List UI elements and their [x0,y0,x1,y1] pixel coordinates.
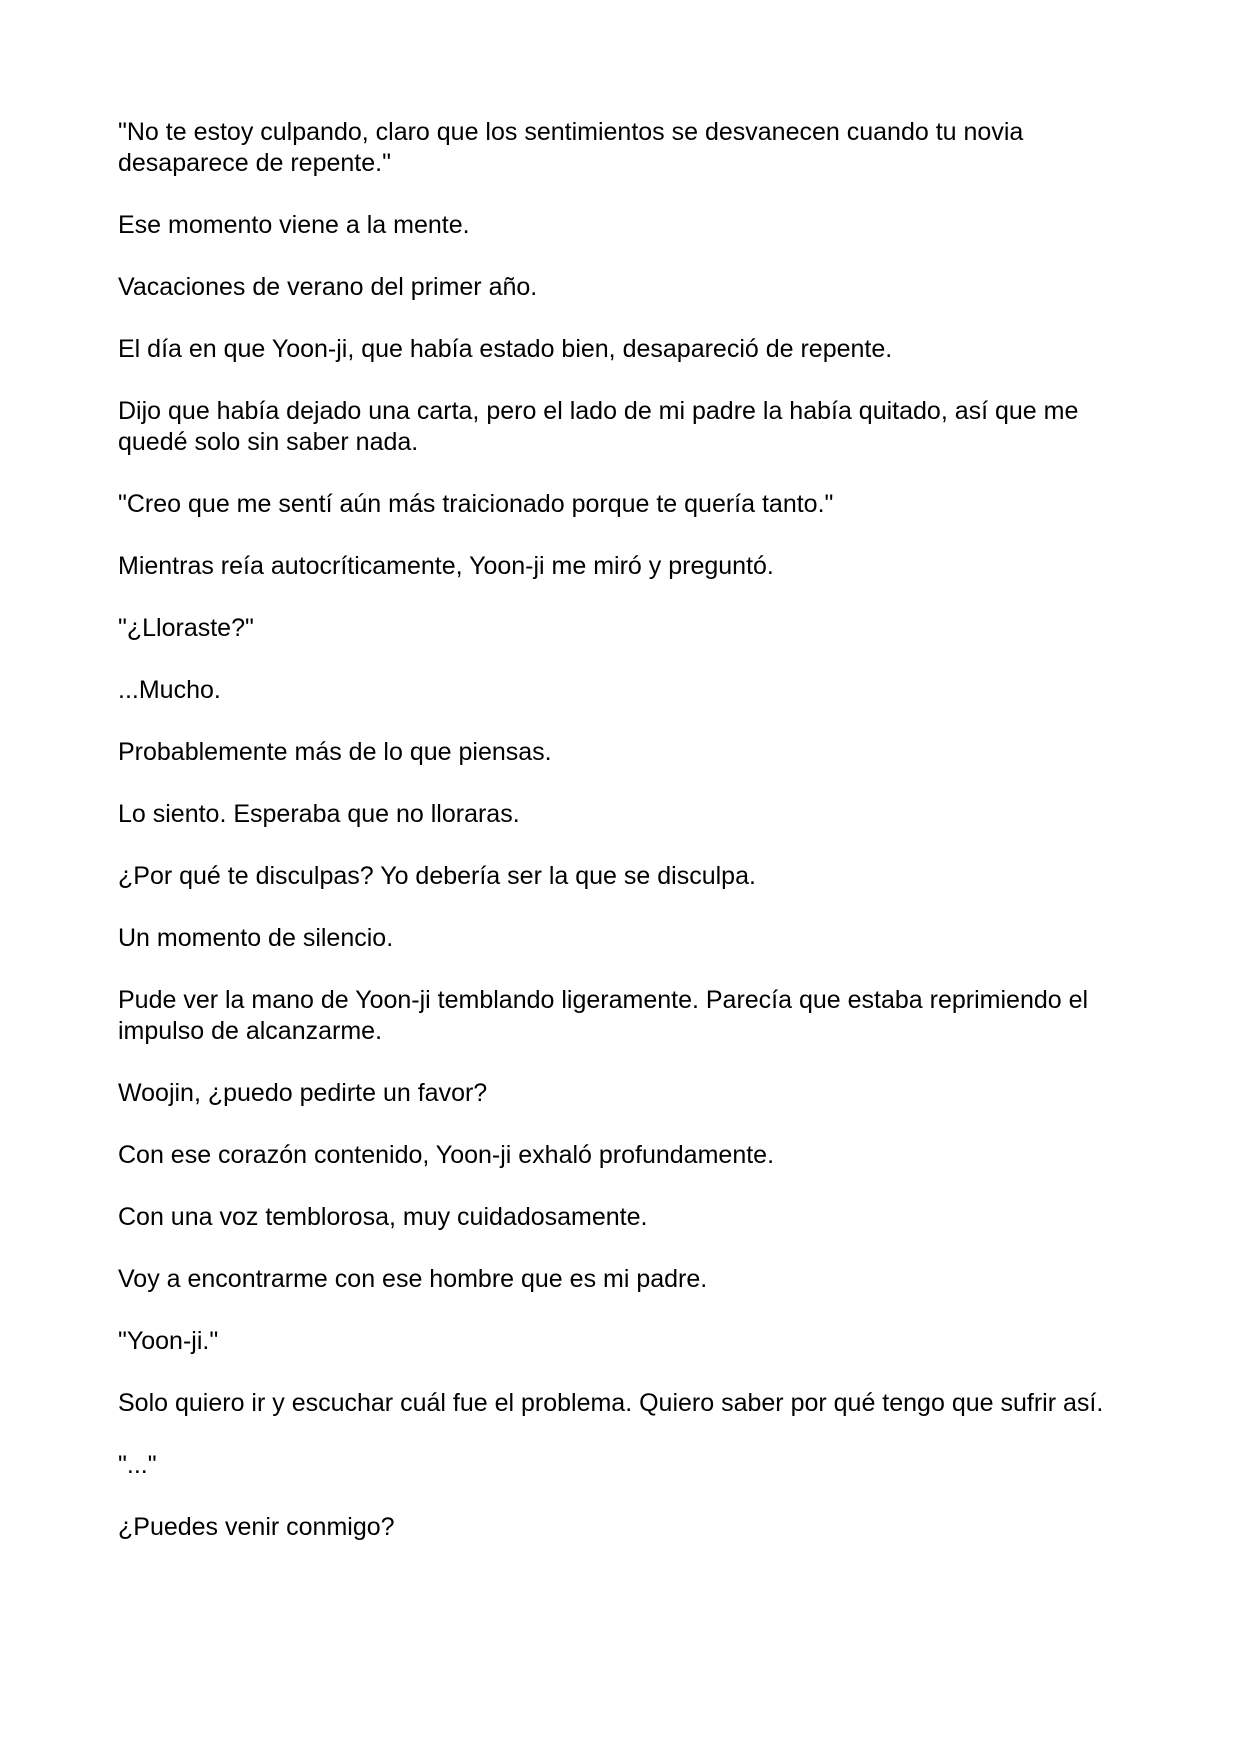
paragraph: "Yoon-ji." [118,1327,219,1355]
paragraph: Solo quiero ir y escuchar cuál fue el problema. Quiero saber por qué tengo que sufrir así. [118,1389,1104,1417]
paragraph: Dijo que había dejado una carta, pero el lado de mi padre la había quitado, así que me quedé solo sin saber nada. [118,397,1079,456]
paragraph: Con una voz temblorosa, muy cuidadosamente. [118,1203,648,1231]
paragraph: ...Mucho. [118,676,221,704]
paragraph: Vacaciones de verano del primer año. [118,273,538,301]
paragraph: Con ese corazón contenido, Yoon-ji exhaló profundamente. [118,1141,775,1169]
paragraph: ¿Por qué te disculpas? Yo debería ser la que se disculpa. [118,862,756,890]
paragraph: Lo siento. Esperaba que no lloraras. [118,800,520,828]
paragraph: Mientras reía autocríticamente, Yoon-ji me miró y preguntó. [118,552,774,580]
paragraph: Woojin, ¿puedo pedirte un favor? [118,1079,488,1107]
paragraph: ¿Puedes venir conmigo? [118,1513,395,1541]
paragraph: "..." [118,1451,157,1479]
paragraph: Pude ver la mano de Yoon-ji temblando ligeramente. Parecía que estaba reprimiendo el impulso de alcanzarme. [118,986,1089,1045]
paragraph: Probablemente más de lo que piensas. [118,738,552,766]
document-body [118,117,1128,1574]
paragraph: Ese momento viene a la mente. [118,211,470,239]
paragraph: El día en que Yoon-ji, que había estado bien, desapareció de repente. [118,335,893,363]
paragraph: Un momento de silencio. [118,924,394,952]
paragraph: "¿Lloraste?" [118,614,254,642]
paragraph: "Creo que me sentí aún más traicionado porque te quería tanto." [118,490,834,518]
paragraph: "No te estoy culpando, claro que los sentimientos se desvanecen cuando tu novia desaparece de repente." [118,118,1024,177]
paragraph: Voy a encontrarme con ese hombre que es mi padre. [118,1265,708,1293]
